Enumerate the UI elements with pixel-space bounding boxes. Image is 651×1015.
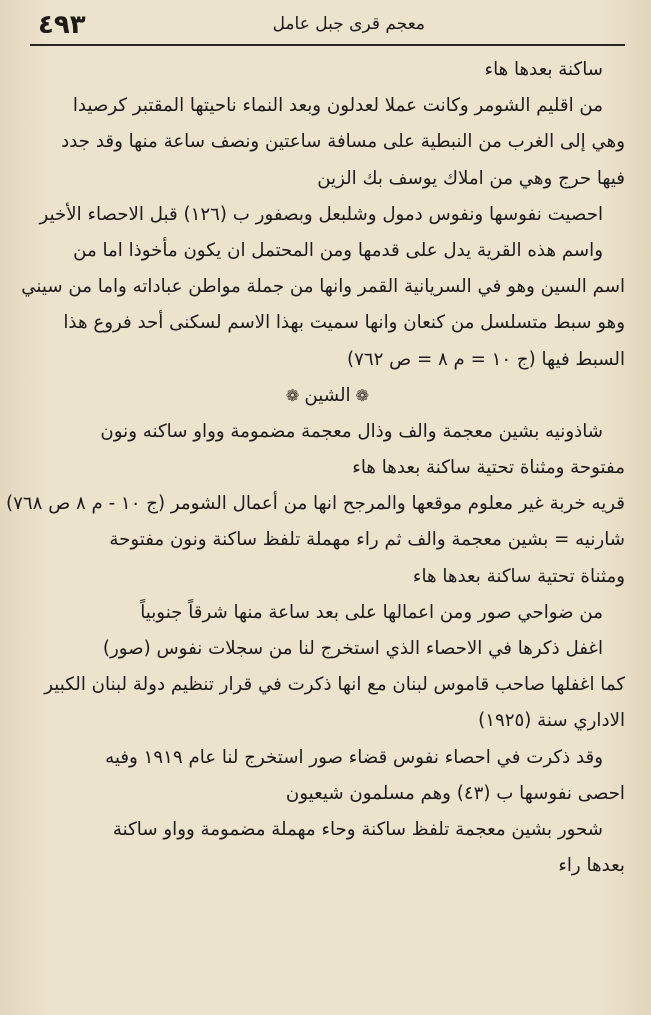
page-body [5,52,625,884]
text-line: شارنيه = بشين معجمة والف ثم راء مهملة تلفظ ساكنة ونون مفتوحة [109,529,625,551]
ornament-icon: ❁ [350,385,370,405]
text-line: ساكنة بعدها هاء [484,59,603,80]
text-line: كما اغفلها صاحب قاموس لبنان مع انها ذكرت في قرار تنظيم دولة لبنان الكبير [44,674,625,696]
text-line: من ضواحي صور ومن اعمالها على بعد ساعة منها شرقاً جنوبياً [140,601,603,623]
running-title: معجم قرى جبل عامل [272,14,425,34]
text-line: احصى نفوسها ب (٤٣) وهم مسلمون شيعيون [285,782,625,804]
text-line: مفتوحة ومثناة تحتية ساكنة بعدها هاء [352,457,625,479]
text-line: السبط فيها (ج ١٠ = م ٨ = ص ٧٦٢) [346,348,625,370]
section-heading [30,378,625,414]
text-line: اغفل ذكرها في الاحصاء الذي استخرج لنا من سجلات نفوس (صور) [102,638,603,659]
text-line: وهو سبط متسلسل من كنعان وانها سميت بهذا الاسم لسكنى أحد فروع هذا [63,312,625,334]
text-line: شاذونيه بشين معجمة والف وذال معجمة مضمومة وواو ساكنه ونون [100,420,603,442]
text-line: اسم السين وهو في السريانية القمر وانها من جملة مواطن عباداته واما من سيني [21,276,625,298]
text-line: الاداري سنة (١٩٢٥) [478,710,625,732]
text-line: فيها حرج وهي من املاك يوسف بك الزين [317,167,625,189]
text-line: بعدها راء [558,855,625,877]
ornament-icon: ❁ [285,385,305,405]
page-number: ٤٩٣ [38,10,86,40]
page-header [30,0,625,46]
text-line: وهي إلى الغرب من النبطية على مسافة ساعتين ونصف ساعة منها وقد جدد [61,131,625,153]
text-line: وقد ذكرت في احصاء نفوس قضاء صور استخرج لنا عام ١٩١٩ وفيه [105,746,603,768]
text-line: ومثناة تحتية ساكنة بعدها هاء [412,565,625,587]
text-line: قريه خربة غير معلوم موقعها والمرجح انها من أعمال الشومر (ج ١٠ - م ٨ ص ٧٦٨) [5,493,625,515]
text-line: احصيت نفوسها ونفوس دمول وشلبعل وبصفور ب (١٢٦) قبل الاحصاء الأخير [39,203,603,225]
section-heading-text: الشين [304,384,351,406]
text-line: واسم هذه القرية يدل على قدمها ومن المحتمل ان يكون مأخوذا اما من [73,239,603,261]
text-line: من اقليم الشومر وكانت عملا لعدلون وبعد النماء ناحيتها المقتبر كرصيدا [72,95,603,117]
text-line: شحور بشين معجمة تلفظ ساكنة وحاء مهملة مضمومة وواو ساكنة [112,818,603,840]
